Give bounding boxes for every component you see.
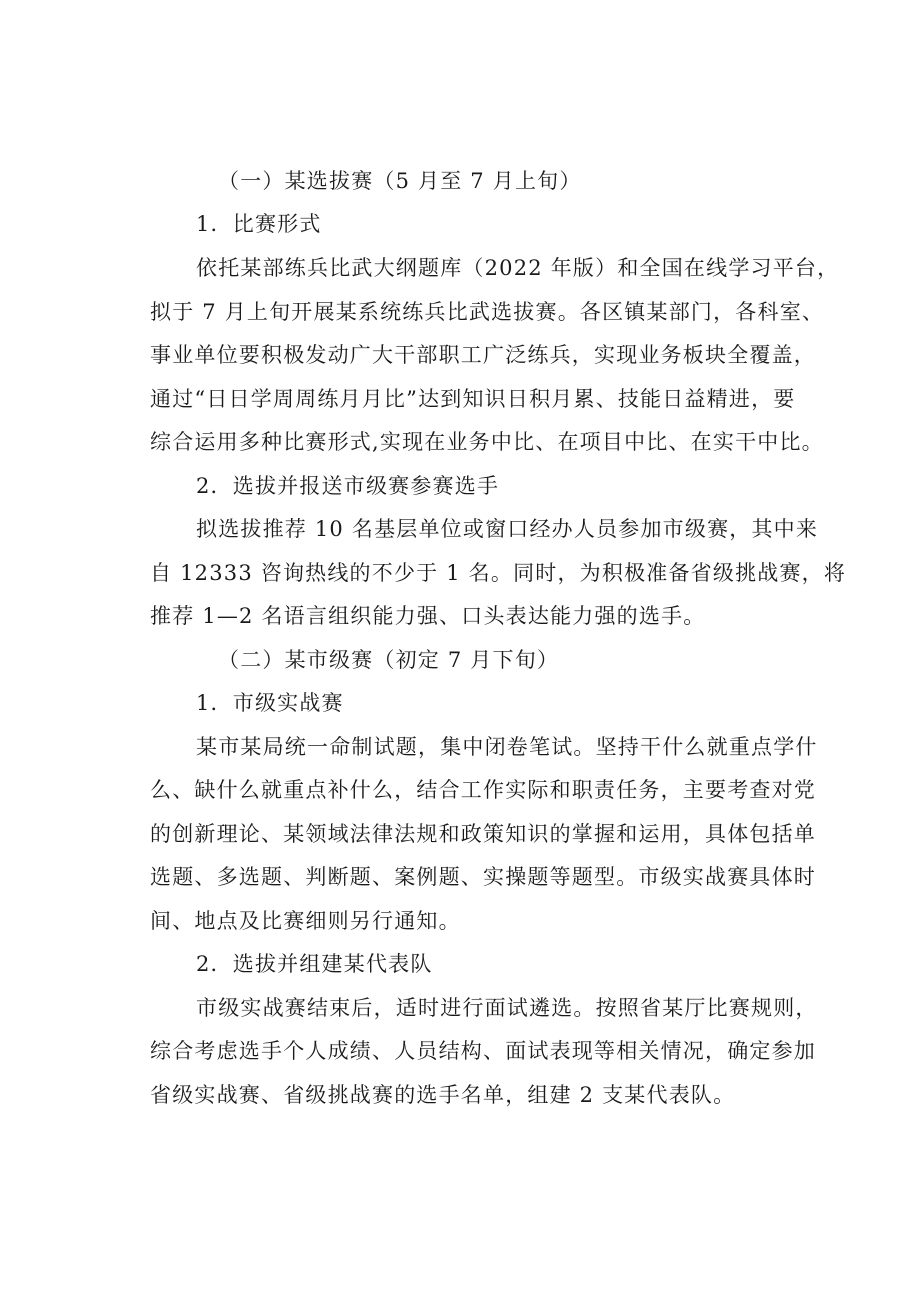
paragraph-line: 事业单位要积极发动广大干部职工广泛练兵，实现业务板块全覆盖， [150, 343, 816, 367]
paragraph-line: 推荐 1—2 名语言组织能力强、口头表达能力强的选手。 [150, 604, 706, 628]
paragraph-line: 综合考虑选手个人成绩、人员结构、面试表现等相关情况，确定参加 [150, 1039, 816, 1063]
paragraph-line: 么、缺什么就重点补什么，结合工作实际和职责任务，主要考查对党 [150, 778, 816, 802]
section-1-item-2-heading: 2．选拔并报送市级赛参赛选手 [196, 474, 500, 498]
section-2-title: （二）某市级赛（初定 7 月下旬） [218, 648, 560, 672]
paragraph-line: 间、地点及比赛细则另行通知。 [150, 909, 461, 933]
paragraph-line: 拟选拔推荐 10 名基层单位或窗口经办人员参加市级赛，其中来 [196, 517, 819, 541]
paragraph-line: 依托某部练兵比武大纲题库（2022 年版）和全国在线学习平台， [196, 256, 840, 280]
section-1-title: （一）某选拔赛（5 月至 7 月上旬） [218, 169, 582, 193]
paragraph-line: 通过“日日学周周练月月比”达到知识日积月累、技能日益精进，要 [150, 387, 796, 411]
paragraph-line: 自 12333 咨询热线的不少于 1 名。同时，为积极准备省级挑战赛，将 [150, 561, 847, 585]
section-1-item-1-heading: 1．比赛形式 [196, 212, 322, 236]
section-2-item-1-heading: 1．市级实战赛 [196, 691, 344, 715]
paragraph-line: 的创新理论、某领域法律法规和政策知识的掌握和运用，具体包括单 [150, 822, 816, 846]
paragraph-line: 选题、多选题、判断题、案例题、实操题等题型。市级实战赛具体时 [150, 865, 816, 889]
section-2-item-2-heading: 2．选拔并组建某代表队 [196, 952, 433, 976]
paragraph-line: 某市某局统一命制试题，集中闭卷笔试。坚持干什么就重点学什 [196, 735, 818, 759]
paragraph-line: 拟于 7 月上旬开展某系统练兵比武选拔赛。各区镇某部门，各科室、 [150, 300, 825, 324]
paragraph-line: 市级实战赛结束后，适时进行面试遴选。按照省某厅比赛规则， [196, 996, 818, 1020]
paragraph-line: 综合运用多种比赛形式,实现在业务中比、在项目中比、在实干中比。 [150, 430, 824, 454]
paragraph-line: 省级实战赛、省级挑战赛的选手名单，组建 2 支某代表队。 [150, 1083, 736, 1107]
